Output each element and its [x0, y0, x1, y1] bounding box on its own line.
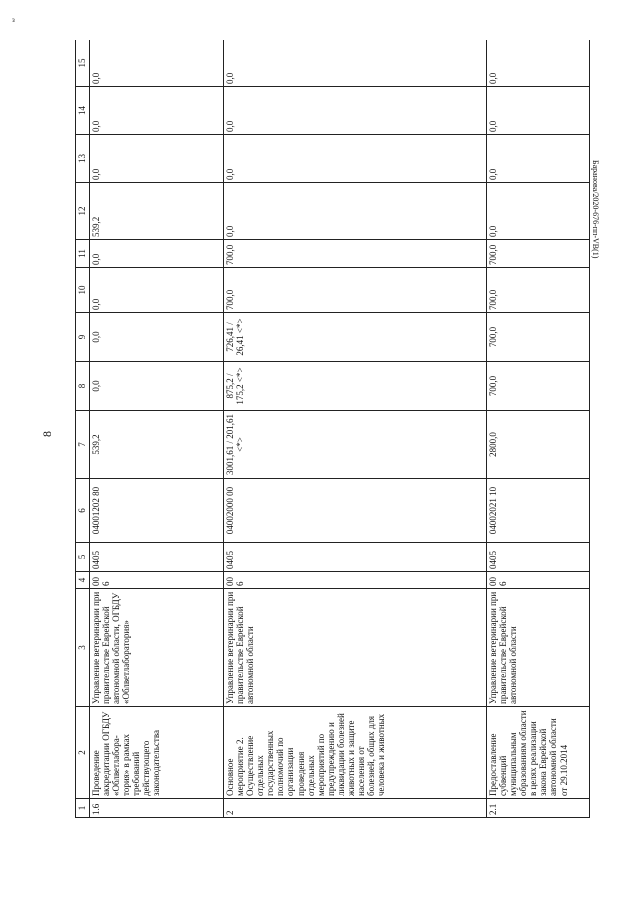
cell: 0,0 [90, 362, 224, 411]
table-row [224, 40, 487, 818]
cell: 2800,0 [487, 411, 590, 479]
cell: 700,0 [224, 240, 487, 268]
column-header: 14 [76, 87, 90, 135]
document-id: Баранова/2020-676-пп-VB(1) [591, 160, 600, 259]
table-row [90, 40, 224, 818]
cell: 0,0 [487, 135, 590, 183]
cell: 0,0 [487, 87, 590, 135]
cell: 0,0 [487, 183, 590, 240]
cell: 04001202 80 [90, 479, 224, 543]
responsible-org: Управление ветеринарии при правительстве Еврейской автономной области [487, 589, 590, 707]
measure-name: Предоставление субвенций муниципальным образованиям области в целях реализации закона Еврейской автономной области от 29.10.2014 [487, 707, 590, 799]
column-header: 15 [76, 40, 90, 87]
column-header: 3 [76, 589, 90, 707]
cell: 0,0 [90, 313, 224, 362]
cell: 04002000 00 [224, 479, 487, 543]
budget-table-container [75, 40, 590, 818]
cell: 0405 [90, 543, 224, 572]
cell: 539,2 [90, 183, 224, 240]
column-header: 7 [76, 411, 90, 479]
column-header: 12 [76, 183, 90, 240]
header-row [76, 40, 90, 818]
column-header: 1 [76, 799, 90, 818]
cell: 700,0 [224, 268, 487, 313]
cell: 0,0 [224, 183, 487, 240]
scan-mark: з [12, 16, 15, 24]
row-number: 2.1 [487, 799, 590, 818]
column-header: 6 [76, 479, 90, 543]
column-header: 5 [76, 543, 90, 572]
cell: 539,2 [90, 411, 224, 479]
responsible-org: Управление ветеринарии при правительстве Еврейской автономной области [224, 589, 487, 707]
cell: 04002021 10 [487, 479, 590, 543]
cell: 0,0 [487, 40, 590, 87]
column-header: 2 [76, 707, 90, 799]
cell: 006 [487, 572, 590, 589]
cell: 0,0 [90, 87, 224, 135]
cell: 0,0 [224, 40, 487, 87]
measure-name: Проведение аккредитации ОГБДУ «Облветлабора-тория» в рамках требований действующего законодательства [90, 707, 224, 799]
column-header: 4 [76, 572, 90, 589]
cell: 0,0 [224, 135, 487, 183]
cell: 0,0 [90, 268, 224, 313]
cell: 726,41 / 26,41 <*> [224, 313, 487, 362]
row-number: 1.6 [90, 799, 224, 818]
cell: 0405 [487, 543, 590, 572]
cell: 3001,61 / 201,61 <*> [224, 411, 487, 479]
measure-name: Основное мероприятие 2. Осуществление отдельных государственных полномочий по организации проведения отдельных мероприятий по предупреждению и ликвидации болезней животных и защите населения от болезней, общих для человека и животных [224, 707, 487, 799]
cell: 006 [224, 572, 487, 589]
column-header: 9 [76, 313, 90, 362]
cell: 700,0 [487, 268, 590, 313]
column-header: 10 [76, 268, 90, 313]
column-header: 13 [76, 135, 90, 183]
cell: 0,0 [90, 135, 224, 183]
cell: 875,2 / 175,2 <*> [224, 362, 487, 411]
cell: 0,0 [224, 87, 487, 135]
responsible-org: Управление ветеринарии при правительстве Еврейской автономной области, ОГБДУ «Облветлаборатория» [90, 589, 224, 707]
cell: 700,0 [487, 313, 590, 362]
cell: 700,0 [487, 240, 590, 268]
page-number: 8 [40, 431, 54, 437]
cell: 700,0 [487, 362, 590, 411]
column-header: 11 [76, 240, 90, 268]
cell: 006 [90, 572, 224, 589]
cell: 0,0 [90, 40, 224, 87]
column-header: 8 [76, 362, 90, 411]
budget-table [75, 40, 590, 818]
cell: 0405 [224, 543, 487, 572]
cell: 0,0 [90, 240, 224, 268]
table-row [487, 40, 590, 818]
row-number: 2 [224, 799, 487, 818]
